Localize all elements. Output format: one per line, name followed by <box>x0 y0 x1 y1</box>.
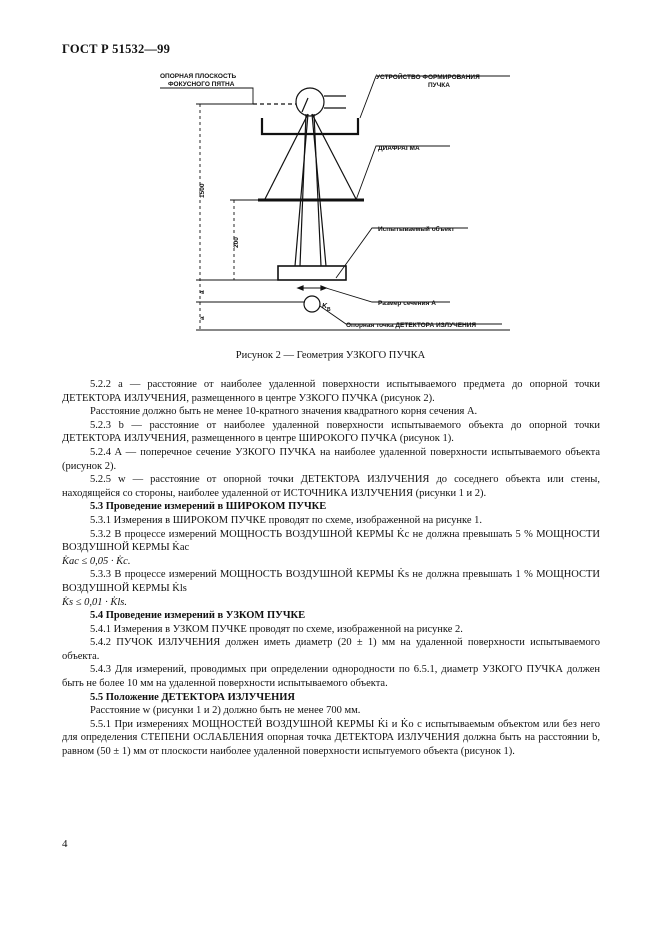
document-body <box>62 378 600 759</box>
para-5-3-1: 5.3.1 Измерения в ШИРОКОМ ПУЧКЕ проводят по схеме, изображенной на рисунке 1. <box>90 514 483 526</box>
test-object <box>278 266 346 280</box>
page-number: 4 <box>62 838 68 850</box>
para-5-3-2: 5.3.2 В процессе измерений МОЩНОСТЬ ВОЗДУШНОЙ КЕРМЫ K̇c не должна превышать 5 % МОЩНОСТИ ВОЗДУШНОЙ КЕРМЫ K̇ac <box>62 528 600 554</box>
formula-1: K̇ac ≤ 0,05 · K̇c. <box>62 555 131 567</box>
label-test-object: Испытываемый объект <box>378 226 455 233</box>
beam-shaping-device <box>262 118 358 134</box>
label-focal-plane-1: ОПОРНАЯ ПЛОСКОСТЬ <box>160 73 237 80</box>
narrow-beam-geometry-figure <box>150 68 520 338</box>
dim-1500: 1500 <box>199 183 206 198</box>
para-5-4-2: 5.4.2 ПУЧОК ИЗЛУЧЕНИЯ должен иметь диаметр (20 ± 1) мм на удаленной поверхности испытываемого объекта. <box>62 637 600 662</box>
dim-b: a <box>199 316 206 320</box>
para-distance: Расстояние должно быть не менее 10-кратного значения квадратного корня сечения A. <box>90 406 478 418</box>
figure-caption: Рисунок 2 — Геометрия УЗКОГО ПУЧКА <box>235 350 426 361</box>
heading-5-4: 5.4 Проведение измерений в УЗКОМ ПУЧКЕ <box>90 610 306 622</box>
label-detector-point: Опорная точка ДЕТЕКТОРА ИЗЛУЧЕНИЯ <box>346 322 477 329</box>
heading-5-5: 5.5 Положение ДЕТЕКТОРА ИЗЛУЧЕНИЯ <box>90 691 295 703</box>
para-5-2-4: 5.2.4 A — поперечное сечение УЗКОГО ПУЧКА на наиболее удаленной поверхности испытываемого объекта (рисунок 2). <box>62 446 600 472</box>
para-5-5-0: Расстояние w (рисунки 1 и 2) должно быть не менее 700 мм. <box>90 705 361 717</box>
label-diaphragm: ДИАФРАГМА <box>378 145 420 152</box>
source-circle <box>296 88 324 116</box>
para-5-2-2: 5.2.2 a — расстояние от наиболее удаленной поверхности испытываемого предмета до опорной точки ДЕТЕКТОРА ИЗЛУЧЕНИЯ, размещенного в центре УЗКОГО ПУЧКА (рисунок 2). <box>62 379 600 404</box>
para-5-3-3: 5.3.3 В процессе измерений МОЩНОСТЬ ВОЗДУШНОЙ КЕРМЫ K̇s не должна превышать 1 % МОЩНОСТИ ВОЗДУШНОЙ КЕРМЫ K̇ls <box>62 569 600 594</box>
label-beam-device-1: УСТРОЙСТВО ФОРМИРОВАНИЯ <box>376 74 480 81</box>
document-header: ГОСТ Р 51532—99 <box>62 42 171 56</box>
formula-2: K̇s ≤ 0,01 · K̇ls. <box>62 596 127 608</box>
para-5-4-3: 5.4.3 Для измерений, проводимых при определении однородности по 6.5.1, диаметр УЗКОГО ПУЧКА должен быть не более 10 мм на удаленной поверхности испытываемого объекта. <box>62 664 600 690</box>
para-5-4-1: 5.4.1 Измерения в УЗКОМ ПУЧКЕ проводят по схеме, изображенной на рисунке 2. <box>90 623 463 635</box>
label-focal-plane-2: ФОКУСНОГО ПЯТНА <box>168 81 235 88</box>
label-section-size: Размер сечения А <box>378 300 436 307</box>
para-5-2-5: 5.2.5 w — расстояние от опорной точки ДЕТЕКТОРА ИЗЛУЧЕНИЯ до соседнего объекта или стены, находящейся со стороны, наиболее удаленной от ИСТОЧНИКА ИЗЛУЧЕНИЯ (рисунки 1 и 2). <box>62 474 600 499</box>
label-beam-device-2: ПУЧКА <box>428 82 450 89</box>
dim-200: 200 <box>233 237 240 248</box>
label-k-sub: B <box>327 307 331 313</box>
para-5-5-1: 5.5.1 При измерениях МОЩНОСТЕЙ ВОЗДУШНОЙ КЕРМЫ K̇i и K̇o с испытываемым объектом или без него для определения СТЕПЕНИ ОСЛАБЛЕНИЯ опорная точка ДЕТЕКТОРА ИЗЛУЧЕНИЯ должна быть на расстоянии b, равном (50 ± 1) мм от плоскости наиболее удаленной поверхности испытуемого объекта (рисунок 1). <box>62 718 600 758</box>
para-5-2-3: 5.2.3 b — расстояние от наиболее удаленной поверхности испытываемого объекта до опорной точки ДЕТЕКТОРА ИЗЛУЧЕНИЯ, размещенного в центре ШИРОКОГО ПУЧКА (рисунок 1). <box>62 419 600 445</box>
heading-5-3: 5.3 Проведение измерений в ШИРОКОМ ПУЧКЕ <box>90 501 327 513</box>
detector-circle <box>304 296 320 312</box>
dim-a: a <box>199 290 206 294</box>
label-k-symbol: K <box>322 303 328 310</box>
